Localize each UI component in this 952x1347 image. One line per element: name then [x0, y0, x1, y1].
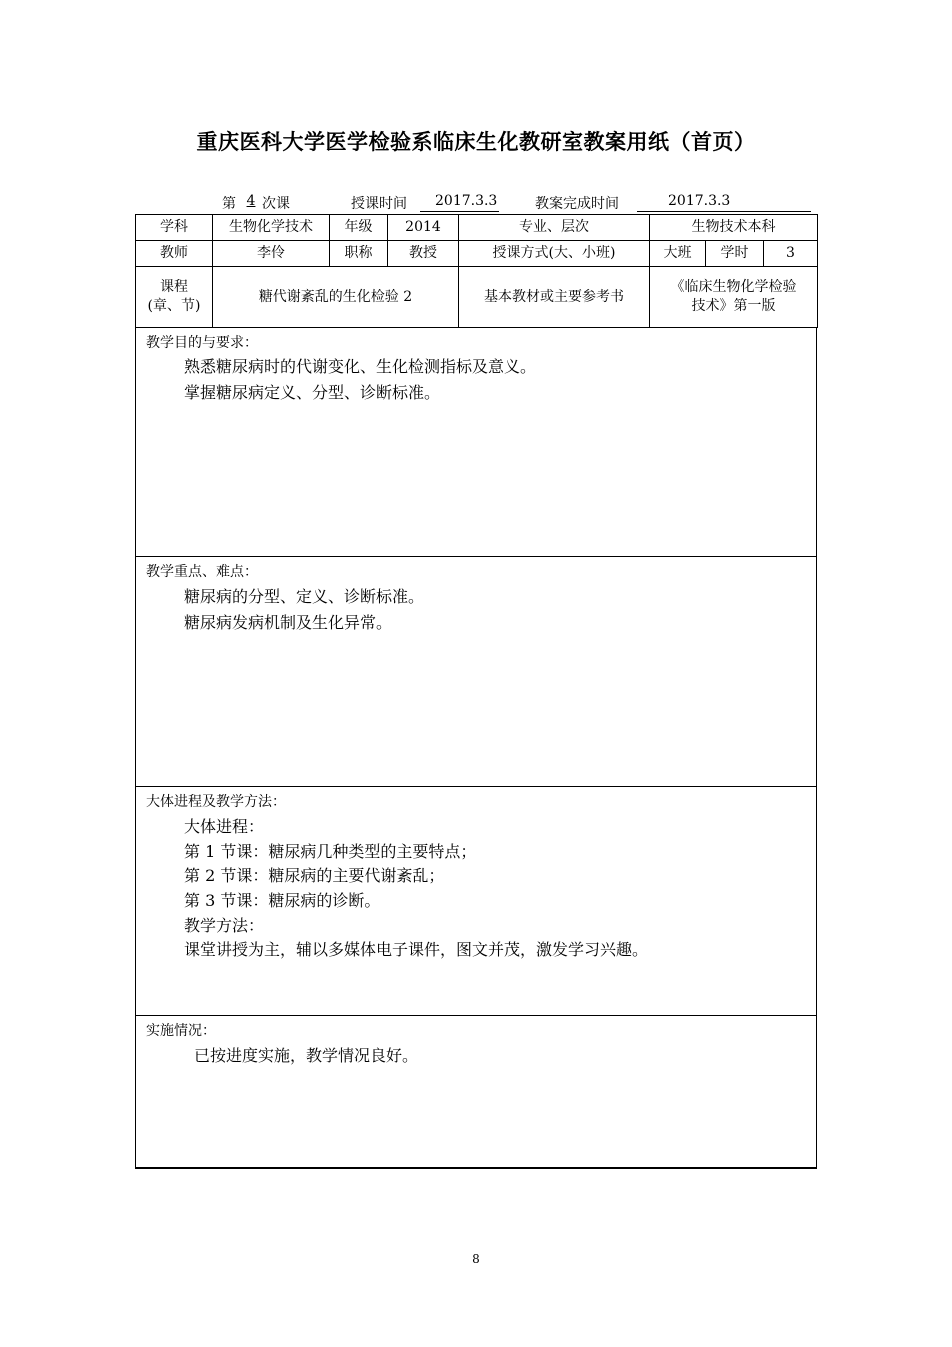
- implementation-section: [135, 1016, 817, 1169]
- key-points-label: 教学重点、难点：: [146, 564, 258, 580]
- lesson-header-table: [135, 214, 818, 328]
- objectives-label: 教学目的与要求：: [146, 335, 258, 351]
- objectives-line: 熟悉糖尿病时的代谢变化、生化检测指标及意义。: [184, 357, 537, 376]
- textbook-value: [650, 267, 818, 328]
- page-number: 8: [472, 1252, 480, 1266]
- session-suffix: 次课: [262, 196, 290, 212]
- completion-time: 2017.3.3: [668, 193, 731, 209]
- rank-value: 教授: [388, 241, 459, 267]
- course-label-line1: 课程: [160, 279, 188, 295]
- textbook-line1: 《临床生物化学检验: [670, 279, 797, 295]
- course-value: 糖代谢紊乱的生化检验 2: [213, 267, 459, 328]
- session-number: 4: [246, 193, 256, 209]
- textbook-label: 基本教材或主要参考书: [459, 267, 650, 328]
- grade-label: 年级: [330, 215, 388, 241]
- lecture-time-label: 授课时间: [351, 196, 407, 212]
- textbook-line2: 技术》第一版: [691, 298, 776, 314]
- teacher-value: 李伶: [213, 241, 330, 267]
- progress-label: 大体进程及教学方法：: [146, 794, 286, 810]
- course-label: [136, 267, 213, 328]
- hours-value: 3: [764, 241, 818, 267]
- key-points-line: 糖尿病发病机制及生化异常。: [184, 613, 393, 632]
- implementation-line: 已按进度实施，教学情况良好。: [194, 1046, 419, 1065]
- progress-line: 教学方法：: [184, 916, 265, 935]
- progress-line: 大体进程：: [184, 817, 265, 836]
- key-points-line: 糖尿病的分型、定义、诊断标准。: [184, 587, 425, 606]
- implementation-label: 实施情况：: [146, 1023, 216, 1039]
- major-value: 生物技术本科: [650, 215, 818, 241]
- objectives-line: 掌握糖尿病定义、分型、诊断标准。: [184, 383, 441, 402]
- subject-value: 生物化学技术: [213, 215, 330, 241]
- session-prefix: 第: [222, 196, 236, 212]
- course-label-line2: (章、节): [147, 298, 201, 314]
- progress-line: 第 2 节课：糖尿病的主要代谢紊乱；: [184, 866, 445, 885]
- subject-label: 学科: [136, 215, 213, 241]
- completion-label: 教案完成时间: [535, 196, 619, 212]
- page-title: 重庆医科大学医学检验系临床生化教研室教案用纸（首页）: [196, 130, 756, 154]
- lesson-meta: [135, 193, 817, 213]
- progress-line: 第 3 节课：糖尿病的诊断。: [184, 891, 381, 910]
- progress-section: [135, 787, 817, 1016]
- progress-line: 第 1 节课：糖尿病几种类型的主要特点；: [184, 842, 477, 861]
- progress-line: 课堂讲授为主，辅以多媒体电子课件，图文并茂，激发学习兴趣。: [184, 940, 649, 959]
- mode-value: 大班: [650, 241, 706, 267]
- teacher-label: 教师: [136, 241, 213, 267]
- mode-label: 授课方式(大、小班): [459, 241, 650, 267]
- grade-value: 2014: [388, 215, 459, 241]
- key-points-section: [135, 557, 817, 787]
- rank-label: 职称: [330, 241, 388, 267]
- major-label: 专业、层次: [459, 215, 650, 241]
- objectives-section: [135, 328, 817, 557]
- hours-label: 学时: [706, 241, 764, 267]
- lecture-time: 2017.3.3: [435, 193, 498, 209]
